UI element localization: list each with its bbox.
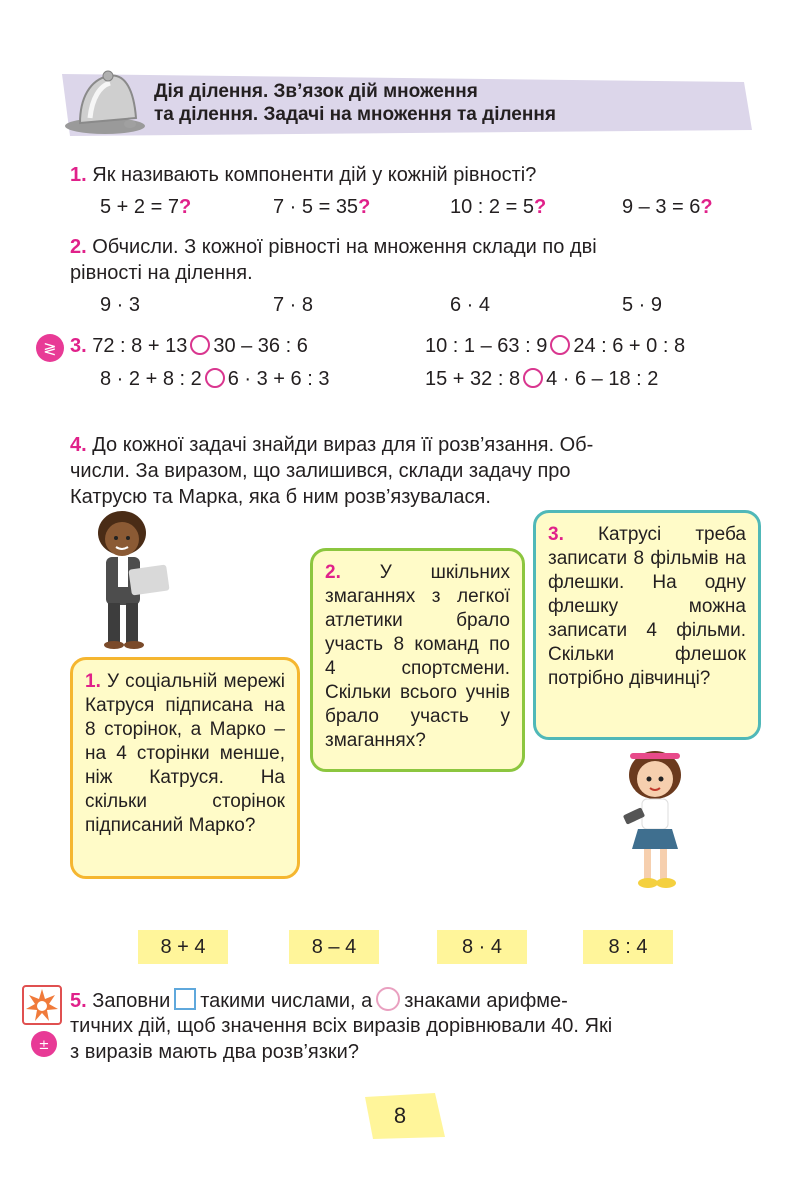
blank-square-symbol bbox=[174, 988, 196, 1010]
task5-w2: такими числами, а bbox=[200, 990, 373, 1012]
task1-eq1 bbox=[100, 194, 191, 220]
task3-r2-b-right: 4 · 6 – 18 : 2 bbox=[546, 368, 659, 390]
task1-number: 1. bbox=[70, 164, 87, 186]
task2-expr2: 7 · 8 bbox=[273, 294, 314, 316]
problem-card-3 bbox=[533, 510, 761, 740]
task1-question bbox=[70, 162, 536, 188]
bell-icon bbox=[60, 68, 150, 138]
lesson-title-line1: Дія ділення. Зв’язок дій множення bbox=[154, 81, 478, 102]
task4-text-line1: До кожної задачі знайди вираз для її розв’язання. Об- bbox=[92, 434, 594, 456]
task2-expr1: 9 · 3 bbox=[100, 294, 141, 316]
task1-eq4 bbox=[622, 194, 713, 220]
problem-card-1 bbox=[70, 657, 300, 879]
problem1-text: У соціальній мережі Катруся підписана на 8 сторінок, а Марко – на 4 сторінки менше, ніж Катруся. На скільки сторінок підписаний Марко? bbox=[85, 671, 285, 836]
task4-text-line2: числи. За виразом, що залишився, склади задачу про bbox=[70, 460, 571, 482]
expression-card-2: 8 – 4 bbox=[289, 930, 379, 964]
question-mark: ? bbox=[358, 196, 371, 218]
task4-text-line3: Катрусю та Марка, яка б ним розв’язувалася. bbox=[70, 486, 491, 508]
task1-eq3 bbox=[450, 194, 546, 220]
question-mark: ? bbox=[533, 196, 547, 218]
svg-text:±: ± bbox=[38, 1038, 50, 1053]
problem3-text: Катрусі треба записати 8 фільмів на флешки. На одну флешку можна записати 4 фільми. Скільки флешок потрібно дівчинці? bbox=[548, 524, 746, 689]
problem3-number: 3. bbox=[548, 524, 564, 545]
lesson-header bbox=[62, 70, 752, 136]
expression-card-4: 8 : 4 bbox=[583, 930, 673, 964]
girl-with-phone-illustration bbox=[610, 745, 700, 895]
question-mark: ? bbox=[178, 196, 192, 218]
task3-r2-a-left: 8 · 2 + 8 : 2 bbox=[100, 368, 202, 390]
task1-text: Як називають компоненти дій у кожній рівності? bbox=[92, 164, 537, 186]
svg-text:≷: ≷ bbox=[43, 339, 57, 358]
task5-text-line2: тичних дій, щоб значення всіх виразів дорівнювали 40. Які bbox=[70, 1015, 613, 1037]
compare-circle[interactable] bbox=[523, 368, 543, 388]
lesson-title-line2: та ділення. Задачі на множення та ділення bbox=[154, 104, 556, 125]
task2-text-line2: рівності на ділення. bbox=[70, 262, 253, 284]
task5-line1 bbox=[70, 987, 568, 1014]
compare-circle[interactable] bbox=[205, 368, 225, 388]
task3-r1-b-left: 10 : 1 – 63 : 9 bbox=[425, 335, 548, 357]
task3-r1-b-right: 24 : 6 + 0 : 8 bbox=[573, 335, 686, 357]
task1-eq4-text: 9 – 3 = 6 bbox=[622, 196, 701, 218]
compare-circle[interactable] bbox=[190, 335, 210, 355]
task3-r1-a-right: 30 – 36 : 6 bbox=[213, 335, 308, 357]
page-number-badge bbox=[365, 1093, 445, 1139]
task5-w1: Заповни bbox=[92, 990, 171, 1012]
expression-card-1: 8 + 4 bbox=[138, 930, 228, 964]
task1-eq2-text: 7 · 5 = 35 bbox=[273, 196, 359, 218]
task2-expr4: 5 · 9 bbox=[622, 294, 663, 316]
operations-icon bbox=[30, 1030, 58, 1058]
lesson-title bbox=[154, 80, 556, 126]
task2-number: 2. bbox=[70, 236, 87, 258]
boy-with-laptop-illustration bbox=[88, 505, 178, 653]
task3-row2-b bbox=[425, 366, 658, 392]
compare-circle[interactable] bbox=[550, 335, 570, 355]
problem1-number: 1. bbox=[85, 671, 101, 692]
compare-icon bbox=[35, 333, 65, 363]
task3-number: 3. bbox=[70, 335, 87, 357]
task1-eq3-text: 10 : 2 = 5 bbox=[450, 196, 534, 218]
task3-r1-a-left: 72 : 8 + 13 bbox=[92, 335, 188, 357]
problem2-text: У шкільних змаганнях з легкої атлетики брало участь 8 команд по 4 спортсмени. Скільки всього учнів брало участь у змаганнях? bbox=[325, 562, 511, 751]
task4-number: 4. bbox=[70, 434, 87, 456]
blank-circle-symbol bbox=[376, 987, 400, 1011]
task1-eq1-text: 5 + 2 = 7 bbox=[100, 196, 179, 218]
task3-row1-a bbox=[70, 333, 308, 359]
task2-line1 bbox=[70, 234, 597, 260]
star-challenge-icon bbox=[22, 985, 62, 1025]
task3-r2-a-right: 6 · 3 + 6 : 3 bbox=[227, 368, 330, 390]
problem2-number: 2. bbox=[325, 562, 341, 583]
task2-expr3: 6 · 4 bbox=[450, 294, 491, 316]
expression-card-3: 8 · 4 bbox=[437, 930, 527, 964]
task1-eq2 bbox=[273, 194, 370, 220]
problem-card-2 bbox=[310, 548, 525, 772]
task2-text-line1: Обчисли. З кожної рівності на множення склади по дві bbox=[92, 236, 597, 258]
task3-row2-a bbox=[100, 366, 329, 392]
task5-text-line3: з виразів мають два розв’язки? bbox=[70, 1041, 359, 1063]
task4-line1 bbox=[70, 432, 593, 458]
task5-w3: знаками арифме- bbox=[404, 990, 568, 1012]
task3-row1-b bbox=[425, 333, 685, 359]
question-mark: ? bbox=[700, 196, 713, 218]
task5-number: 5. bbox=[70, 990, 87, 1012]
task3-r2-b-left: 15 + 32 : 8 bbox=[425, 368, 521, 390]
page-number: 8 bbox=[393, 1103, 407, 1128]
